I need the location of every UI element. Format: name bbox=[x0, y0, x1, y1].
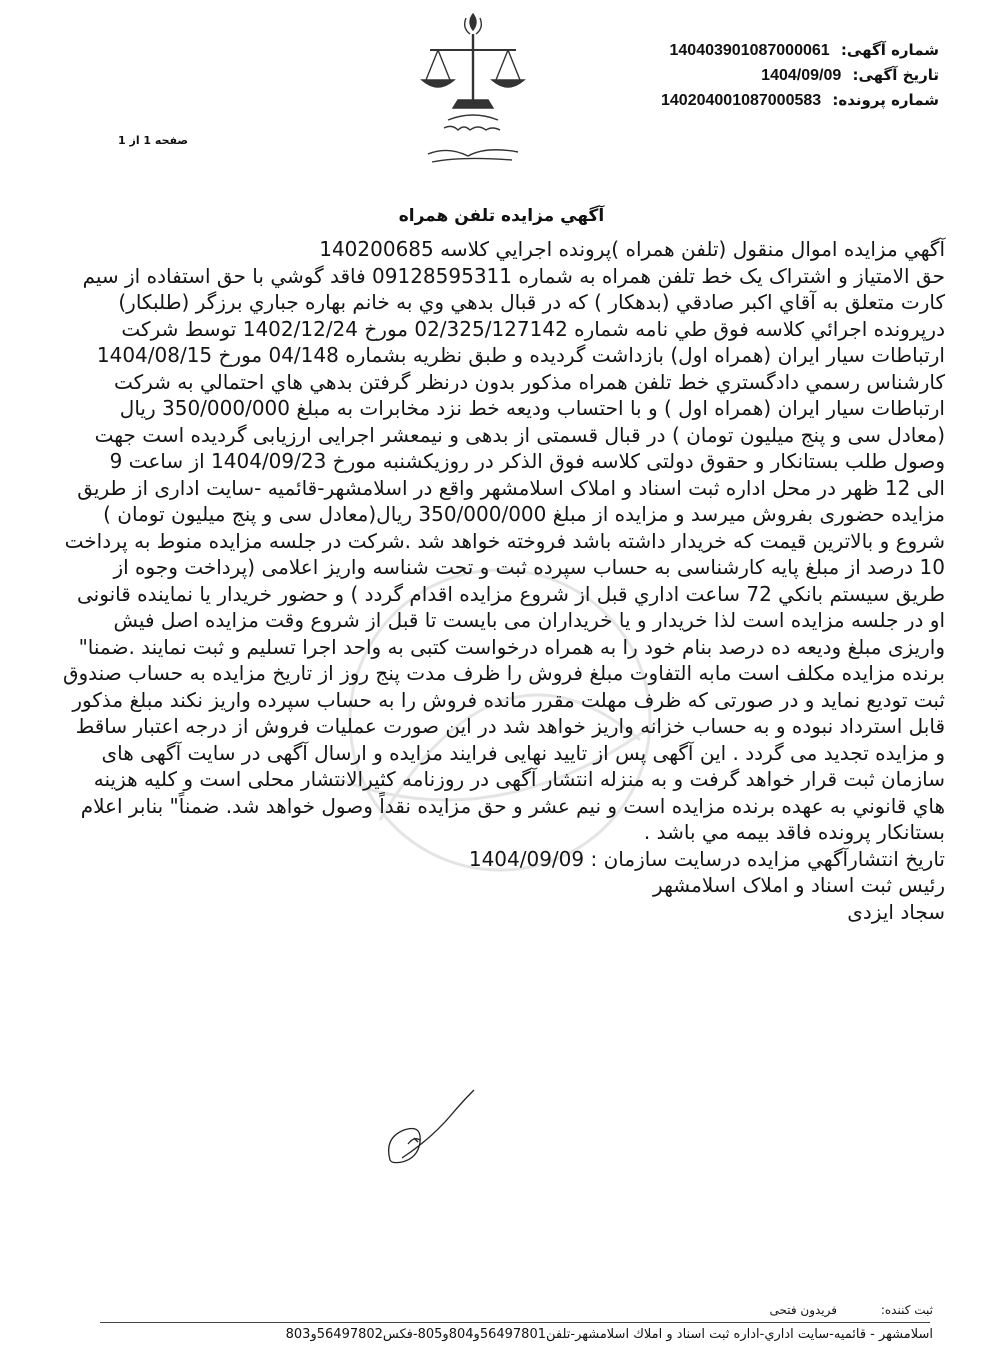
footer-address: اسلامشهر - قائميه-سايت اداري-اداره ثبت اسناد و املاك اسلامشهر-تلفن56497801و804و805-فكس56497802و803 bbox=[285, 1327, 933, 1342]
body-line: 10 درصد از مبلغ پايه كارشناسی به حساب سپرده ثبت و تحت شناسه واريز اعلامی (پرداخت وجوه از bbox=[113, 555, 945, 579]
ad-number-label: شماره آگهی: bbox=[840, 41, 939, 59]
signer-title: رئيس ثبت اسناد و املاک اسلامشهر bbox=[653, 873, 945, 897]
ad-metadata bbox=[661, 38, 939, 113]
body-line: و مزايده تجديد می گردد . اين آگهی پس از تاييد نهايی فرايند مزايده و ارسال آگهی در سايت آگهی های bbox=[101, 740, 945, 765]
document-body bbox=[10, 236, 945, 925]
body-line: الی 12 ظهر در محل اداره ثبت اسناد و املاک اسلامشهر واقع در اسلامشهر-قائميه -سايت اداری از طريق bbox=[77, 475, 945, 500]
signer-name: سجاد ايزدی bbox=[847, 899, 945, 924]
publish-date-line: تاريخ انتشارآگهي مزايده درسايت سازمان : 1404/09/09 bbox=[468, 846, 945, 871]
issuer-label: ثبت كننده: bbox=[880, 1303, 933, 1317]
issuer-name: فريدون فتحی bbox=[769, 1303, 838, 1317]
document-title: آگهي مزايده تلفن همراه bbox=[398, 206, 605, 226]
body-line: آگهي مزايده اموال منقول (تلفن همراه )پرونده اجرايي كلاسه 140200685 bbox=[319, 237, 945, 261]
body-line: هاي قانوني به عهده برنده مزايده است و نيم عشر و حق مزايده نقداً وصول خواهد شد. ضمناً" بنابر اعلام bbox=[80, 793, 945, 818]
body-line: بستانكار پرونده فاقد بيمه مي باشد . bbox=[643, 820, 945, 844]
signature-graphic bbox=[378, 1082, 488, 1192]
body-line: درپرونده اجرائي كلاسه فوق طي نامه شماره 02/325/127142 مورخ 1402/12/24 توسط شركت bbox=[121, 316, 945, 341]
body-line: سازمان ثبت قرار خواهد گرفت و به منزله انتشار آگهی در روزنامه كثيرالانتشار محلی است و كليه هزينه bbox=[93, 767, 945, 791]
body-line: كارشناس رسمي دادگستري خط تلفن همراه مذكور بدون درنظر گرفتن بدهي هاي احتمالي به شركت bbox=[113, 369, 945, 394]
body-line: طريق سيستم بانكي 72 ساعت اداري قبل از شروع مزايده اقدام گردد ) و حضور خريدار يا نماينده قانونی bbox=[77, 581, 945, 606]
body-line: شروع و بالاترين قيمت كه خريدار داشته باشد فروخته خواهد شد .شركت در جلسه مزايده منوط به پرداخت bbox=[64, 528, 945, 553]
body-line: واريزی مبلغ وديعه ده درصد بنام خود را به همراه درخواست كتبی به واحد اجرا تسليم و ثبت نمايند .ضمنا" bbox=[78, 634, 945, 659]
page-indicator: صفحه 1 از 1 bbox=[118, 134, 189, 147]
body-line: برنده مزايده مكلف است مابه التفاوت مبلغ فروش را ظرف مدت پنج روز از تاريخ مزايده به حساب صندوق bbox=[62, 661, 945, 685]
case-number: 140204001087000583 bbox=[661, 92, 822, 109]
issuer-line bbox=[769, 1303, 933, 1317]
body-line: (معادل سی و پنج ميليون تومان ) در قبال قسمتی از بدهی و نيمعشر اجرايی ارزيابی گرديده است جهت bbox=[94, 422, 945, 447]
judiciary-emblem-icon bbox=[408, 8, 538, 168]
footer-divider bbox=[100, 1322, 930, 1323]
body-line: كارت متعلق به آقاي اكبر صادقي (بدهكار ) كه در قبال بدهي وي به خانم بهاره جباري برزگر (طلبكار) bbox=[118, 290, 945, 314]
ad-date-row bbox=[661, 63, 939, 88]
body-line: قابل استرداد نبوده و به حساب خزانه واريز خواهد شد در اين صورت عمليات فروش از درجه اعتبار ساقط bbox=[75, 714, 945, 738]
body-line: ارتباطات سيار ايران (همراه اول) بازداشت گرديده و طبق نظريه بشماره 04/148 مورخ 1404/08/15 bbox=[96, 343, 945, 367]
body-line: حق الامتياز و اشتراک يک خط تلفن همراه به شماره 09128595311 فاقد گوشي با حق استفاده از سيم bbox=[82, 263, 945, 288]
case-number-label: شماره پرونده: bbox=[832, 91, 939, 109]
ad-number: 14040390108700006​1 bbox=[669, 42, 830, 59]
ad-date-label: تاریخ آگهی: bbox=[852, 66, 939, 84]
ad-date: 1404/09/09 bbox=[761, 67, 842, 84]
ad-number-row bbox=[661, 38, 939, 63]
body-line: مزايده حضوری بفروش ميرسد و مزايده از مبلغ 350/000/000 ريال(معادل سی و پنج ميليون تومان ) bbox=[103, 502, 945, 526]
case-number-row bbox=[661, 88, 939, 113]
body-line: ارتباطات سيار ايران (همراه اول ) و با احتساب وديعه خط نزد مخابرات به مبلغ 350/000/000 ريال bbox=[119, 396, 945, 420]
body-line: وصول طلب بستانكار و حقوق دولتی كلاسه فوق الذكر در روزيكشنبه مورخ 1404/09/23 از ساعت 9 bbox=[109, 449, 945, 473]
body-line: ثبت توديع نمايد و در صورتی كه ظرف مهلت مقرر مانده فروش را به حساب سپرده واريز نكند مبلغ مذكور bbox=[72, 687, 945, 712]
body-line: او در جلسه مزايده است لذا خريدار و يا خريداران می بايست تا قبل از شروع وقت مزايده اصل فيش bbox=[113, 608, 945, 632]
